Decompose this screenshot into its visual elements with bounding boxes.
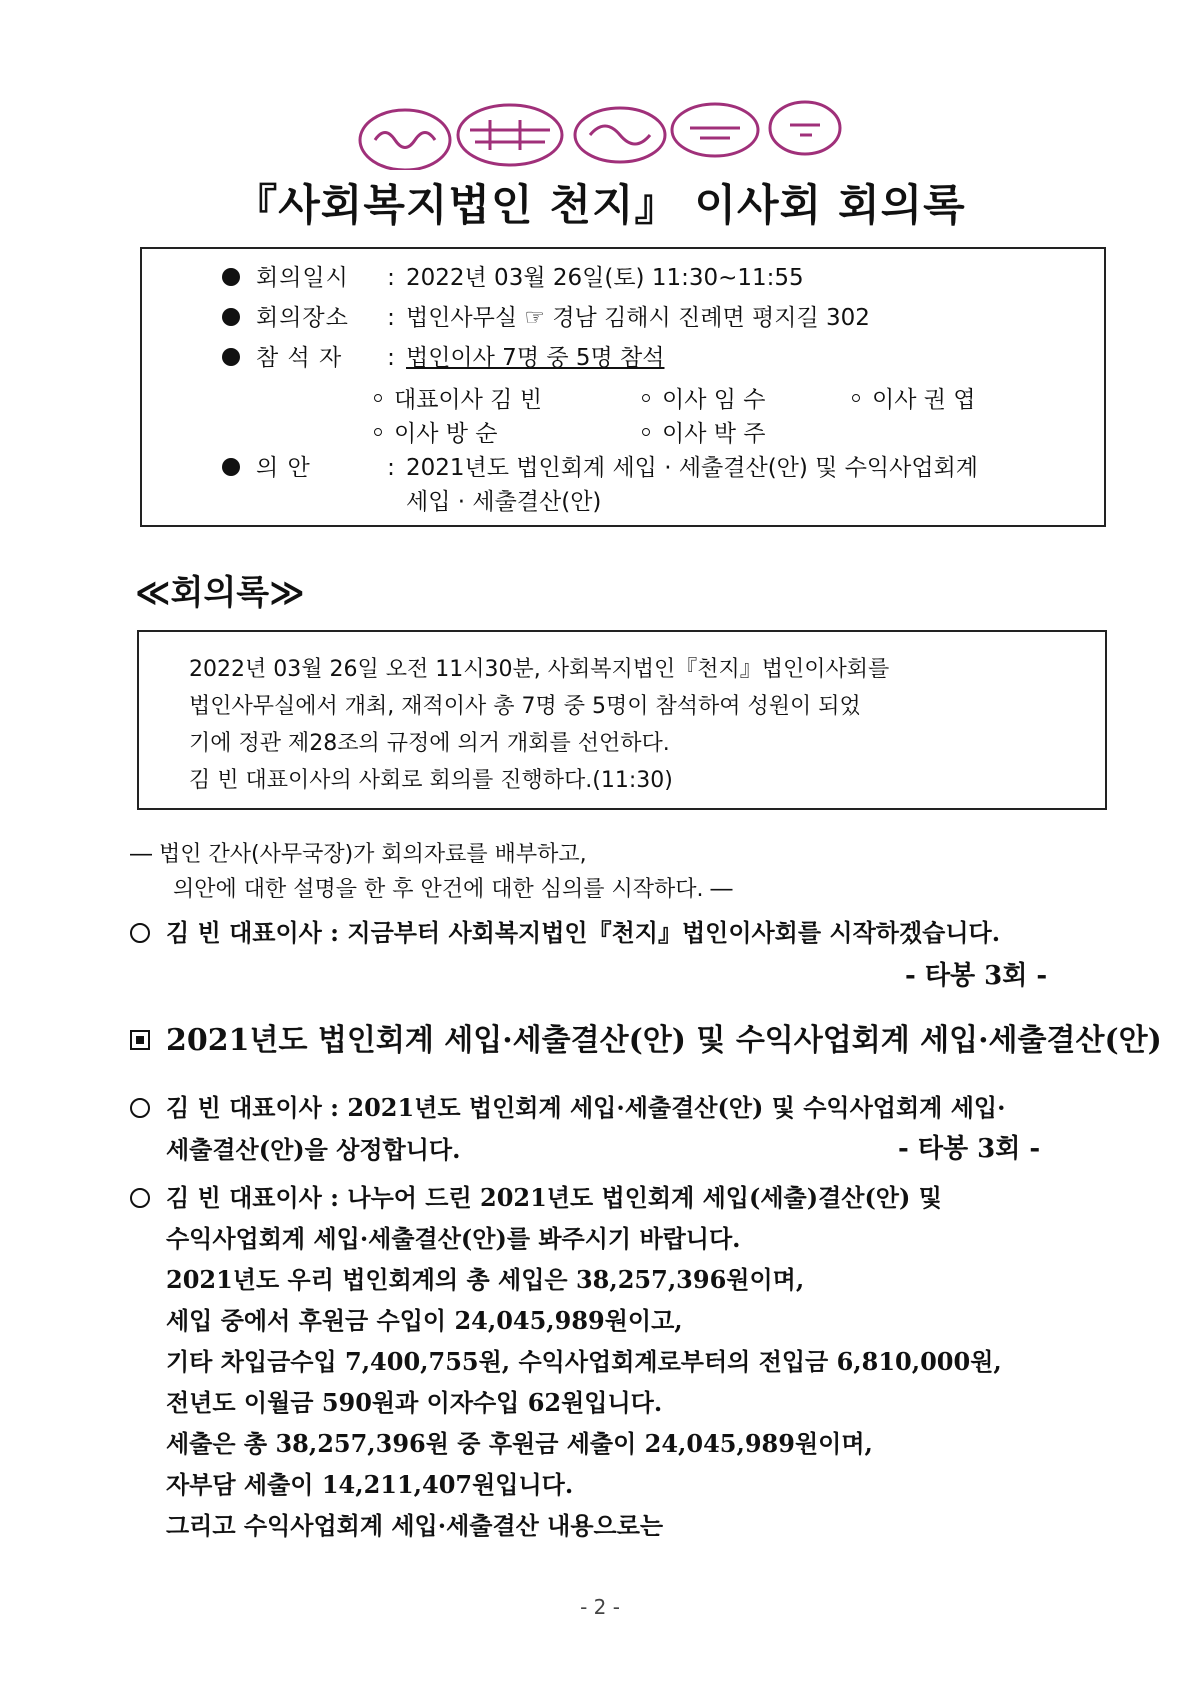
agenda-row: 의 안 : 2021년도 법인회계 세입 · 세출결산(안) 및 수익사업회계 <box>222 449 978 482</box>
opening-line: 기에 정관 제28조의 규정에 의거 개회를 선언하다. <box>189 731 670 756</box>
statement-3-line: 자부담 세출이 14,211,407원입니다. <box>166 1470 574 1499</box>
attendees-label: 참 석 자 <box>256 345 343 371</box>
seal-stamp-5 <box>770 102 840 154</box>
agenda-value-cont: 세입 · 세출결산(안) <box>406 489 602 515</box>
ring-icon <box>642 394 650 402</box>
note-line: 의안에 대한 설명을 한 후 안건에 대한 심의를 시작하다. ― <box>173 877 733 902</box>
seal-stamp-1 <box>360 110 450 170</box>
statement-3-line: 수익사업회계 세입·세출결산(안)를 봐주시기 바랍니다. <box>166 1224 741 1253</box>
seal-stamp-2 <box>458 105 562 165</box>
opening-line: 김 빈 대표이사의 사회로 회의를 진행하다.(11:30) <box>189 768 673 793</box>
statement-2: 김 빈 대표이사 : 2021년도 법인회계 세입·세출결산(안) 및 수익사업회계 세입· <box>130 1088 1005 1123</box>
statement-3-line: 그리고 수익사업회계 세입·세출결산 내용으로는 <box>166 1511 664 1540</box>
minutes-heading: ≪회의록≫ <box>135 573 305 613</box>
bullet-icon <box>222 458 240 476</box>
ring-icon <box>852 394 860 402</box>
statement-3-line: 기타 차입금수입 7,400,755원, 수익사업회계로부터의 전입금 6,810,000원, <box>166 1347 1002 1376</box>
agenda-title: 2021년도 법인회계 세입·세출결산(안) 및 수익사업회계 세입·세출결산(안) <box>130 1015 1162 1059</box>
opening-line: 법인사무실에서 개최, 재적이사 총 7명 중 5명이 참석하여 성원이 되었 <box>189 694 861 719</box>
meeting-date-label: 회의일시 <box>256 265 349 291</box>
meeting-place-row: 회의장소 : 법인사무실 ☞ 경남 김해시 진례면 평지길 302 <box>222 299 870 332</box>
statement-3: 김 빈 대표이사 : 나누어 드린 2021년도 법인회계 세입(세출)결산(안) 및 <box>130 1178 942 1213</box>
statement-3-line: 세입 중에서 후원금 수입이 24,045,989원이고, <box>166 1306 683 1335</box>
attendee-item: 이사 임 수 <box>642 381 766 414</box>
attendee-item: 이사 권 엽 <box>852 381 976 414</box>
circle-icon <box>130 1098 150 1118</box>
attendee-item: 대표이사 김 빈 <box>374 381 542 414</box>
attendee-item: 이사 방 순 <box>374 415 498 448</box>
meeting-date-value: 2022년 03월 26일(토) 11:30~11:55 <box>406 265 804 291</box>
meeting-place-value: 법인사무실 ☞ 경남 김해시 진례면 평지길 302 <box>406 305 870 331</box>
ring-icon <box>642 428 650 436</box>
statement-1: 김 빈 대표이사 : 지금부터 사회복지법인『천지』법인이사회를 시작하겠습니다. <box>130 913 1000 948</box>
tabong-note: - 타봉 3회 - <box>905 961 1048 991</box>
attendee-item: 이사 박 주 <box>642 415 766 448</box>
seal-stamps <box>350 100 850 170</box>
attendees-row: 참 석 자 : 법인이사 7명 중 5명 참석 <box>222 339 664 372</box>
meeting-info-box <box>140 247 1106 527</box>
agenda-value: 2021년도 법인회계 세입 · 세출결산(안) 및 수익사업회계 <box>406 455 979 481</box>
opening-box <box>137 630 1107 810</box>
ring-icon <box>374 428 382 436</box>
bullet-icon <box>222 268 240 286</box>
circle-icon <box>130 1188 150 1208</box>
circle-icon <box>130 923 150 943</box>
page-number: - 2 - <box>580 1595 620 1619</box>
statement-3-line: 세출은 총 38,257,396원 중 후원금 세출이 24,045,989원이며, <box>166 1429 873 1458</box>
square-bullet-icon <box>130 1030 150 1050</box>
ring-icon <box>374 394 382 402</box>
meeting-place-label: 회의장소 <box>256 305 349 331</box>
meeting-date-row: 회의일시 : 2022년 03월 26일(토) 11:30~11:55 <box>222 259 804 292</box>
opening-line: 2022년 03월 26일 오전 11시30분, 사회복지법인『천지』법인이사회를 <box>189 657 890 682</box>
bullet-icon <box>222 308 240 326</box>
agenda-label: 의 안 <box>256 455 311 481</box>
statement-3-line: 2021년도 우리 법인회계의 총 세입은 38,257,396원이며, <box>166 1265 805 1294</box>
seal-stamp-4 <box>672 104 758 156</box>
bullet-icon <box>222 348 240 366</box>
note-line: ― 법인 간사(사무국장)가 회의자료를 배부하고, <box>130 842 587 867</box>
page-title: 『사회복지법인 천지』 이사회 회의록 <box>234 181 966 231</box>
attendees-summary: 법인이사 7명 중 5명 참석 <box>406 345 665 371</box>
statement-3-line: 전년도 이월금 590원과 이자수입 62원입니다. <box>166 1388 663 1417</box>
tabong-note: - 타봉 3회 - <box>898 1134 1041 1164</box>
statement-2-cont: 세출결산(안)을 상정합니다. <box>166 1135 461 1164</box>
